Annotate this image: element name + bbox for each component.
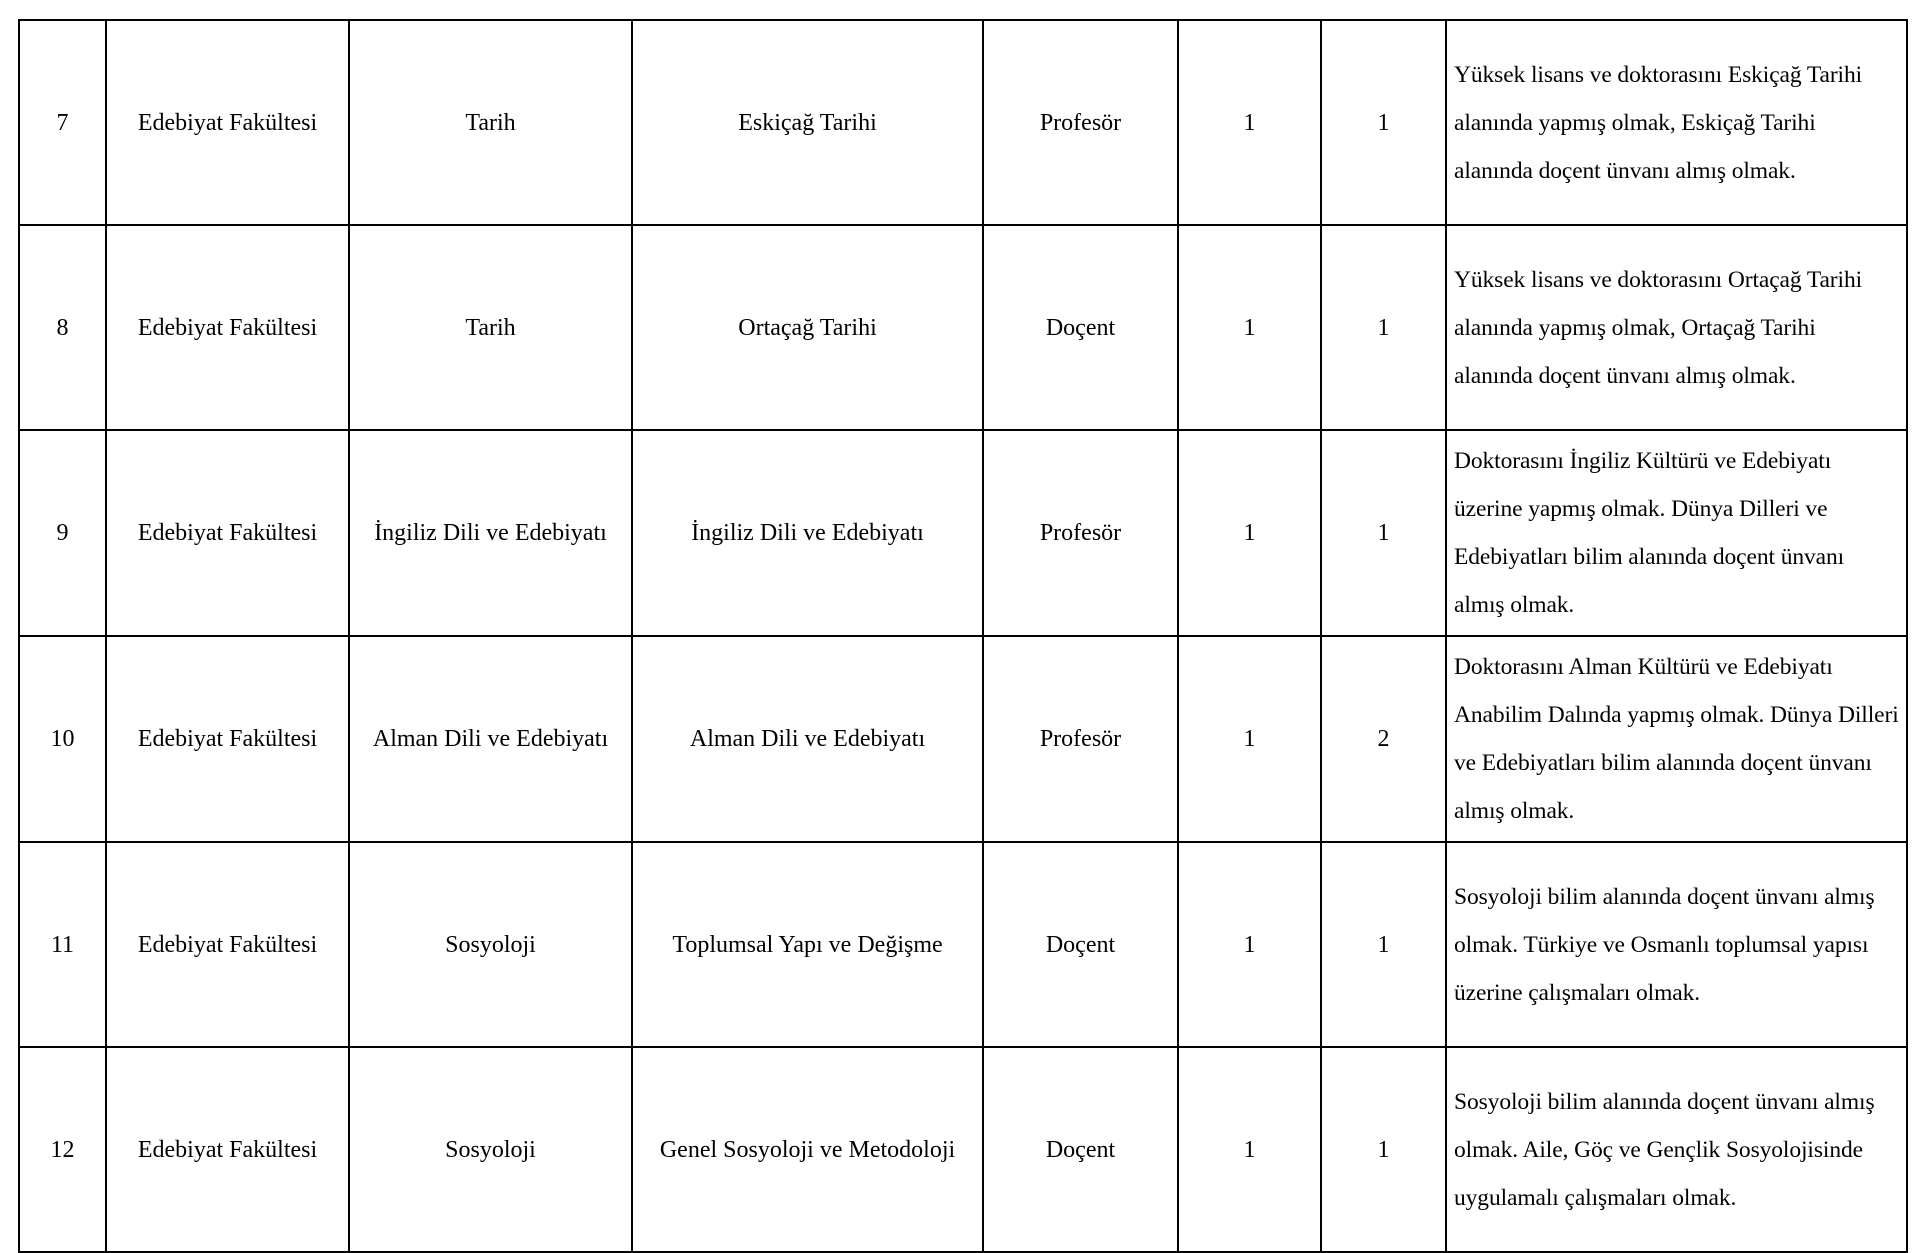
faculty-cell: Edebiyat Fakültesi bbox=[106, 1047, 349, 1252]
faculty-cell: Edebiyat Fakültesi bbox=[106, 20, 349, 225]
table-row bbox=[19, 636, 1907, 842]
field-cell: Eskiçağ Tarihi bbox=[632, 20, 983, 225]
row-number: 7 bbox=[19, 20, 106, 225]
positions-table bbox=[18, 19, 1908, 1253]
field-cell: İngiliz Dili ve Edebiyatı bbox=[632, 430, 983, 636]
requirement-cell: Doktorasını İngiliz Kültürü ve Edebiyatı üzerine yapmış olmak. Dünya Dilleri ve Edebiyatları bilim alanında doçent ünvanı almış olmak. bbox=[1446, 430, 1907, 636]
field-cell: Genel Sosyoloji ve Metodoloji bbox=[632, 1047, 983, 1252]
table-row bbox=[19, 1047, 1907, 1252]
table-row bbox=[19, 842, 1907, 1047]
faculty-cell: Edebiyat Fakültesi bbox=[106, 636, 349, 842]
faculty-cell: Edebiyat Fakültesi bbox=[106, 225, 349, 430]
department-cell: Tarih bbox=[349, 20, 632, 225]
title-cell: Profesör bbox=[983, 20, 1178, 225]
degree-cell: 1 bbox=[1178, 430, 1321, 636]
field-cell: Toplumsal Yapı ve Değişme bbox=[632, 842, 983, 1047]
requirement-cell: Yüksek lisans ve doktorasını Eskiçağ Tarihi alanında yapmış olmak, Eskiçağ Tarihi alanında doçent ünvanı almış olmak. bbox=[1446, 20, 1907, 225]
degree-cell: 1 bbox=[1178, 842, 1321, 1047]
requirement-cell: Sosyoloji bilim alanında doçent ünvanı almış olmak. Aile, Göç ve Gençlik Sosyolojisinde uygulamalı çalışmaları olmak. bbox=[1446, 1047, 1907, 1252]
table-row bbox=[19, 20, 1907, 225]
table-row bbox=[19, 225, 1907, 430]
count-cell: 1 bbox=[1321, 225, 1446, 430]
count-cell: 1 bbox=[1321, 1047, 1446, 1252]
title-cell: Doçent bbox=[983, 842, 1178, 1047]
count-cell: 1 bbox=[1321, 20, 1446, 225]
row-number: 9 bbox=[19, 430, 106, 636]
faculty-cell: Edebiyat Fakültesi bbox=[106, 430, 349, 636]
title-cell: Profesör bbox=[983, 430, 1178, 636]
degree-cell: 1 bbox=[1178, 20, 1321, 225]
field-cell: Ortaçağ Tarihi bbox=[632, 225, 983, 430]
faculty-cell: Edebiyat Fakültesi bbox=[106, 842, 349, 1047]
title-cell: Profesör bbox=[983, 636, 1178, 842]
title-cell: Doçent bbox=[983, 1047, 1178, 1252]
requirement-cell: Sosyoloji bilim alanında doçent ünvanı almış olmak. Türkiye ve Osmanlı toplumsal yapısı üzerine çalışmaları olmak. bbox=[1446, 842, 1907, 1047]
department-cell: Tarih bbox=[349, 225, 632, 430]
count-cell: 1 bbox=[1321, 430, 1446, 636]
row-number: 11 bbox=[19, 842, 106, 1047]
department-cell: Sosyoloji bbox=[349, 1047, 632, 1252]
requirement-cell: Yüksek lisans ve doktorasını Ortaçağ Tarihi alanında yapmış olmak, Ortaçağ Tarihi alanında doçent ünvanı almış olmak. bbox=[1446, 225, 1907, 430]
degree-cell: 1 bbox=[1178, 225, 1321, 430]
row-number: 10 bbox=[19, 636, 106, 842]
department-cell: İngiliz Dili ve Edebiyatı bbox=[349, 430, 632, 636]
department-cell: Sosyoloji bbox=[349, 842, 632, 1047]
row-number: 8 bbox=[19, 225, 106, 430]
row-number: 12 bbox=[19, 1047, 106, 1252]
table-row bbox=[19, 430, 1907, 636]
field-cell: Alman Dili ve Edebiyatı bbox=[632, 636, 983, 842]
count-cell: 1 bbox=[1321, 842, 1446, 1047]
requirement-cell: Doktorasını Alman Kültürü ve Edebiyatı Anabilim Dalında yapmış olmak. Dünya Dilleri ve Edebiyatları bilim alanında doçent ünvanı almış olmak. bbox=[1446, 636, 1907, 842]
degree-cell: 1 bbox=[1178, 1047, 1321, 1252]
title-cell: Doçent bbox=[983, 225, 1178, 430]
count-cell: 2 bbox=[1321, 636, 1446, 842]
department-cell: Alman Dili ve Edebiyatı bbox=[349, 636, 632, 842]
degree-cell: 1 bbox=[1178, 636, 1321, 842]
